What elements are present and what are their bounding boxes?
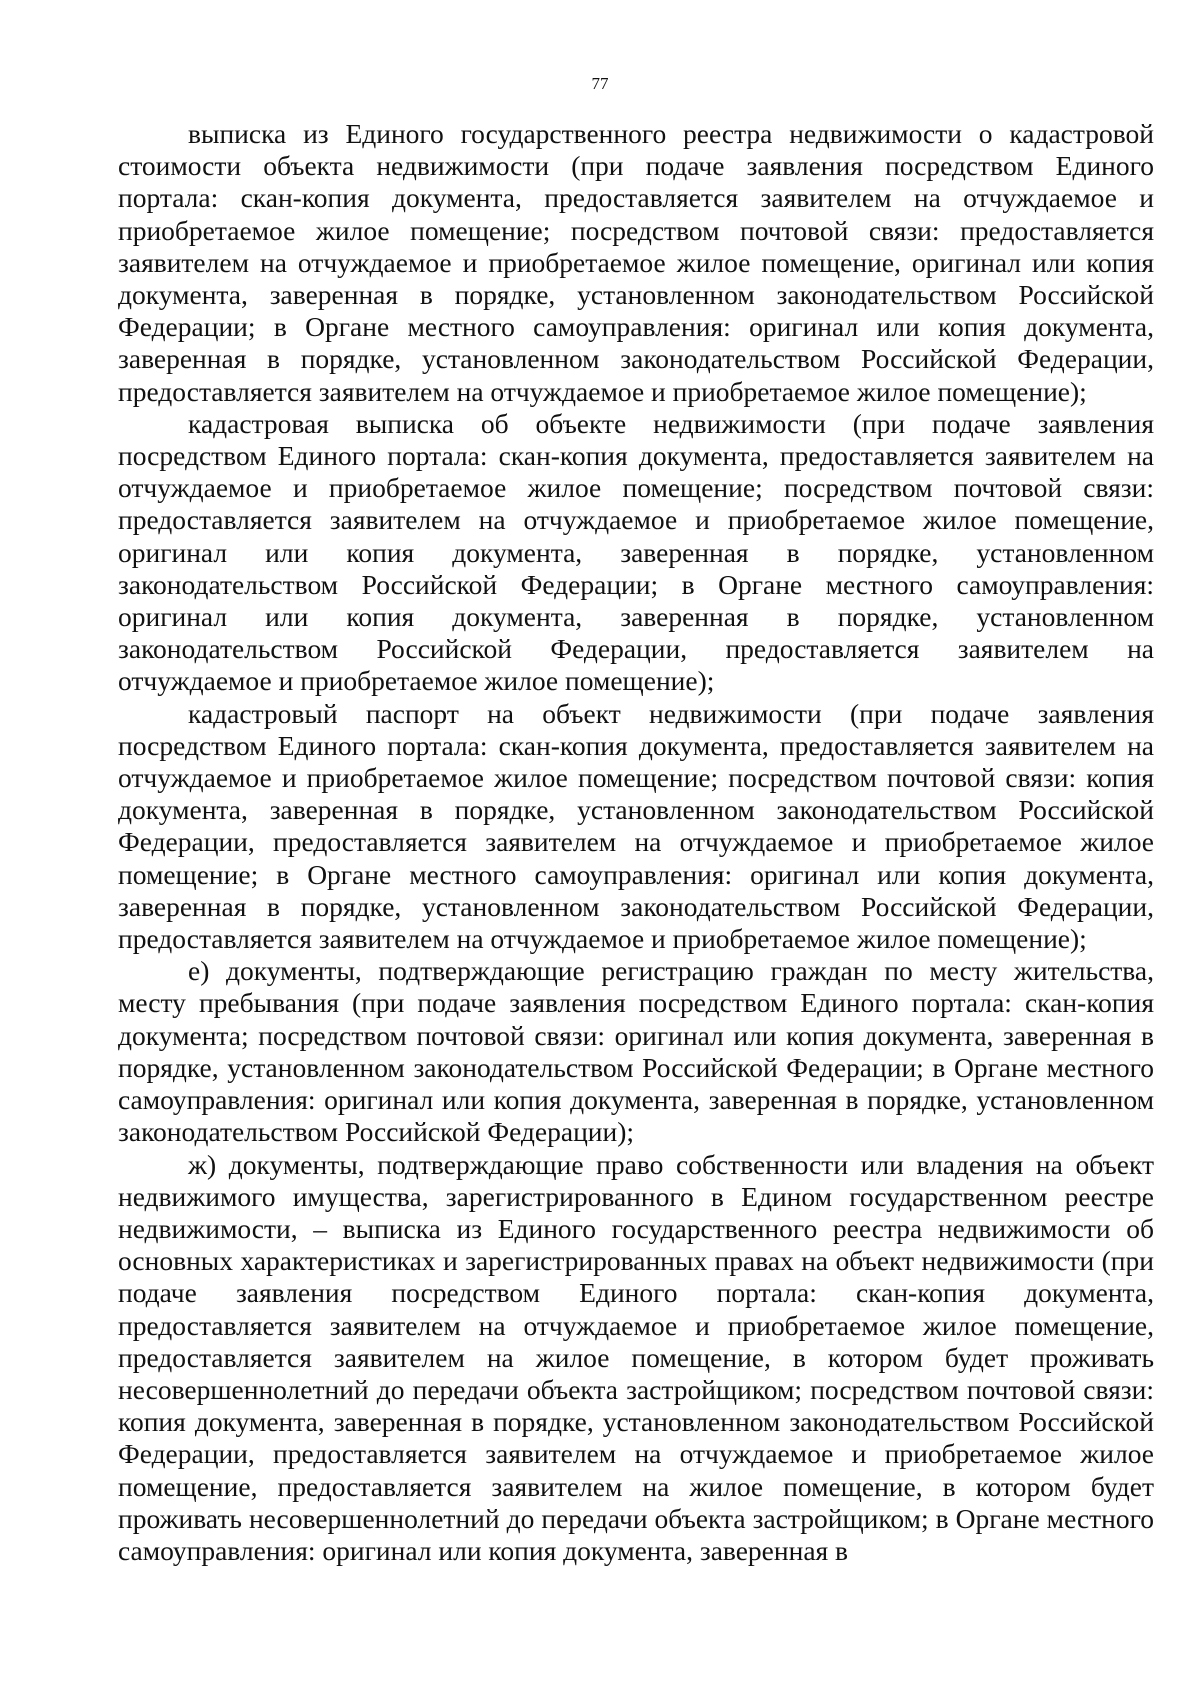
- document-body: [118, 118, 1154, 1567]
- paragraph-item-zh-ownership: ж) документы, подтверждающие право собственности или владения на объект недвижимого имущества, зарегистрированного в Едином государственном реестре недвижимости, – выписка из Единого государственного реестра недвижимости об основных характеристиках и зарегистрированных правах на объект недвижимости (при подаче заявления посредством Единого портала: скан-копия документа, предоставляется заявителем на отчуждаемое и приобретаемое жилое помещение, предоставляется заявителем на жилое помещение, в котором будет проживать несовершеннолетний до передачи объекта застройщиком; посредством почтовой связи: копия документа, заверенная в порядке, установленном законодательством Российской Федерации, предоставляется заявителем на отчуждаемое и приобретаемое жилое помещение, предоставляется заявителем на жилое помещение, в котором будет проживать несовершеннолетний до передачи объекта застройщиком; в Органе местного самоуправления: оригинал или копия документа, заверенная в: [118, 1148, 1154, 1566]
- paragraph-cadastral-passport: кадастровый паспорт на объект недвижимости (при подаче заявления посредством Единого портала: скан-копия документа, предоставляется заявителем на отчуждаемое и приобретаемое жилое помещение; посредством почтовой связи: копия документа, заверенная в порядке, установленном законодательством Российской Федерации, предоставляется заявителем на отчуждаемое и приобретаемое жилое помещение; в Органе местного самоуправления: оригинал или копия документа, заверенная в порядке, установленном законодательством Российской Федерации, предоставляется заявителем на отчуждаемое и приобретаемое жилое помещение);: [118, 697, 1154, 955]
- paragraph-cadastral-extract: кадастровая выписка об объекте недвижимости (при подаче заявления посредством Единого портала: скан-копия документа, предоставляется заявителем на отчуждаемое и приобретаемое жилое помещение; посредством почтовой связи: предоставляется заявителем на отчуждаемое и приобретаемое жилое помещение, оригинал или копия документа, заверенная в порядке, установленном законодательством Российской Федерации; в Органе местного самоуправления: оригинал или копия документа, заверенная в порядке, установленном законодательством Российской Федерации, предоставляется заявителем на отчуждаемое и приобретаемое жилое помещение);: [118, 407, 1154, 697]
- paragraph-item-e-registration: е) документы, подтверждающие регистрацию граждан по месту жительства, месту пребывания (при подаче заявления посредством Единого портала: скан-копия документа; посредством почтовой связи: оригинал или копия документа, заверенная в порядке, установленном законодательством Российской Федерации; в Органе местного самоуправления: оригинал или копия документа, заверенная в порядке, установленном законодательством Российской Федерации);: [118, 955, 1154, 1148]
- paragraph-cadastral-value-extract: выписка из Единого государственного реестра недвижимости о кадастровой стоимости объекта недвижимости (при подаче заявления посредством Единого портала: скан-копия документа, предоставляется заявителем на отчуждаемое и приобретаемое жилое помещение; посредством почтовой связи: предоставляется заявителем на отчуждаемое и приобретаемое жилое помещение, оригинал или копия документа, заверенная в порядке, установленном законодательством Российской Федерации; в Органе местного самоуправления: оригинал или копия документа, заверенная в порядке, установленном законодательством Российской Федерации, предоставляется заявителем на отчуждаемое и приобретаемое жилое помещение);: [118, 118, 1154, 407]
- page-number: 77: [591, 74, 609, 93]
